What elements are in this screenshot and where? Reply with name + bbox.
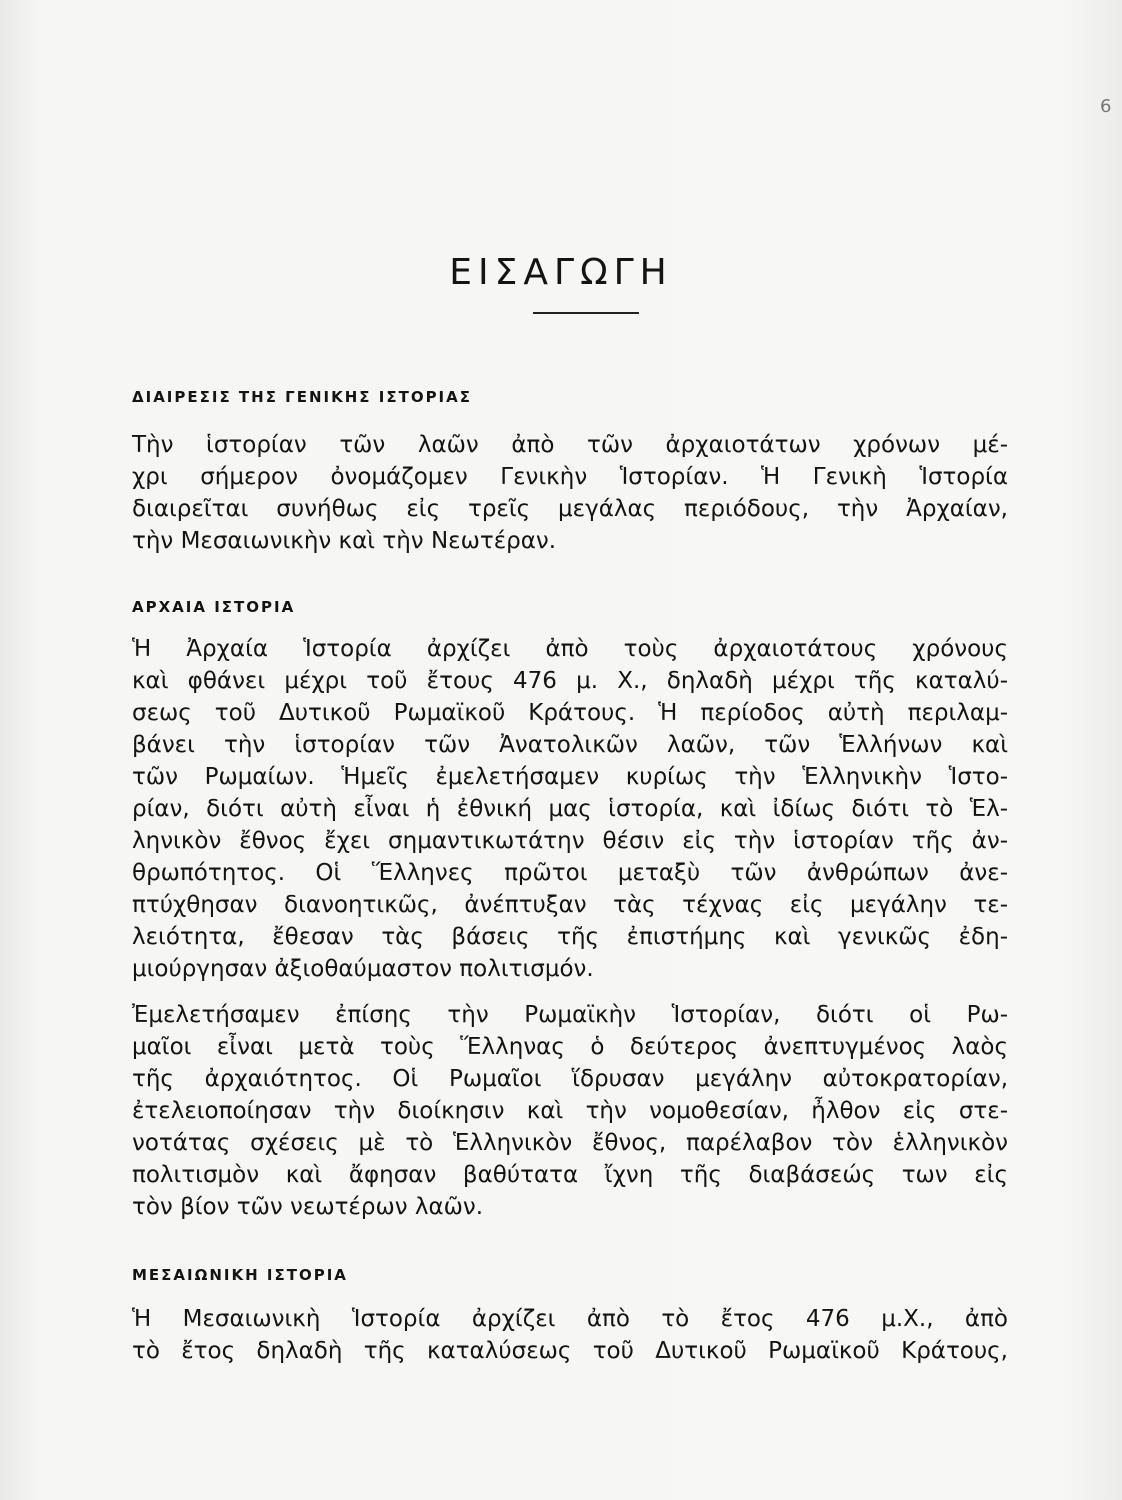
text-line: Ἡ Ἀρχαία Ἱστορία ἀρχίζει ἀπὸ τοὺς ἀρχαιοτάτους χρόνους xyxy=(132,636,1008,662)
text-line: τὸν βίον τῶν νεωτέρων λαῶν. xyxy=(132,1194,484,1220)
text-line: Ἡ Μεσαιωνικὴ Ἱστορία ἀρχίζει ἀπὸ τὸ ἔτος 476 μ.Χ., ἀπὸ xyxy=(132,1306,1008,1332)
section-heading-medieval-history: ΜΕΣΑΙΩΝΙΚΗ ΙΣΤΟΡΙΑ xyxy=(132,1266,348,1284)
page-title: ΕΙΣΑΓΩΓΗ xyxy=(449,252,673,293)
text-line: βάνει τὴν ἱστορίαν τῶν Ἀνατολικῶν λαῶν, τῶν Ἑλλήνων καὶ xyxy=(132,732,1008,758)
page-number: 6 xyxy=(1100,96,1112,117)
text-line: πολιτισμὸν καὶ ἄφησαν βαθύτατα ἴχνη τῆς διαβάσεώς των εἰς xyxy=(132,1162,1008,1188)
text-line: πτύχθησαν διανοητικῶς, ἀνέπτυξαν τὰς τέχνας εἰς μεγάλην τε- xyxy=(132,892,1008,918)
text-line: τὴν Μεσαιωνικὴν καὶ τὴν Νεωτέραν. xyxy=(132,528,557,554)
text-line: λειότητα, ἔθεσαν τὰς βάσεις τῆς ἐπιστήμης καὶ γενικῶς ἐδη- xyxy=(132,924,1008,950)
text-line: ρίαν, διότι αὐτὴ εἶναι ἡ ἐθνική μας ἱστορία, καὶ ἰδίως διότι τὸ Ἑλ- xyxy=(132,796,1008,822)
text-line: τῶν Ρωμαίων. Ἡμεῖς ἐμελετήσαμεν κυρίως τὴν Ἑλληνικὴν Ἱστο- xyxy=(132,764,1008,790)
text-line: τῆς ἀρχαιότητος. Οἱ Ρωμαῖοι ἵδρυσαν μεγάλην αὐτοκρατορίαν, xyxy=(132,1066,1008,1092)
text-line: σεως τοῦ Δυτικοῦ Ρωμαϊκοῦ Κράτους. Ἡ περίοδος αὐτὴ περιλαμ- xyxy=(132,700,1008,726)
text-line: ἐτελειοποίησαν τὴν διοίκησιν καὶ τὴν νομοθεσίαν, ἦλθον εἰς στε- xyxy=(132,1098,1008,1124)
text-line: μιούργησαν ἀξιοθαύμαστον πολιτισμόν. xyxy=(132,956,594,982)
section-heading-ancient-history: ΑΡΧΑΙΑ ΙΣΤΟΡΙΑ xyxy=(132,598,296,616)
text-line: χρι σήμερον ὀνομάζομεν Γενικὴν Ἱστορίαν. Ἡ Γενικὴ Ἱστορία xyxy=(132,464,1008,490)
title-underline xyxy=(533,312,639,314)
text-line: ληνικὸν ἔθνος ἔχει σημαντικωτάτην θέσιν εἰς τὴν ἱστορίαν τῆς ἀν- xyxy=(132,828,1008,854)
text-line: νοτάτας σχέσεις μὲ τὸ Ἑλληνικὸν ἔθνος, παρέλαβον τὸν ἑλληνικὸν xyxy=(132,1130,1008,1156)
text-line: μαῖοι εἶναι μετὰ τοὺς Ἕλληνας ὁ δεύτερος ἀνεπτυγμένος λαὸς xyxy=(132,1034,1008,1060)
section-heading-general-history: ΔΙΑΙΡΕΣΙΣ ΤΗΣ ΓΕΝΙΚΗΣ ΙΣΤΟΡΙΑΣ xyxy=(132,388,472,406)
text-line: καὶ φθάνει μέχρι τοῦ ἔτους 476 μ. Χ., δηλαδὴ μέχρι τῆς καταλύ- xyxy=(132,668,1008,694)
text-line: διαιρεῖται συνήθως εἰς τρεῖς μεγάλας περιόδους, τὴν Ἀρχαίαν, xyxy=(132,496,1008,522)
text-line: τὸ ἔτος δηλαδὴ τῆς καταλύσεως τοῦ Δυτικοῦ Ρωμαϊκοῦ Κράτους, xyxy=(132,1338,1008,1364)
text-line: θρωπότητος. Οἱ Ἕλληνες πρῶτοι μεταξὺ τῶν ἀνθρώπων ἀνε- xyxy=(132,860,1008,886)
text-line: Ἐμελετήσαμεν ἐπίσης τὴν Ρωμαϊκὴν Ἱστορίαν, διότι οἱ Ρω- xyxy=(132,1002,1008,1028)
text-line: Τὴν ἱστορίαν τῶν λαῶν ἀπὸ τῶν ἀρχαιοτάτων χρόνων μέ- xyxy=(132,432,1008,458)
